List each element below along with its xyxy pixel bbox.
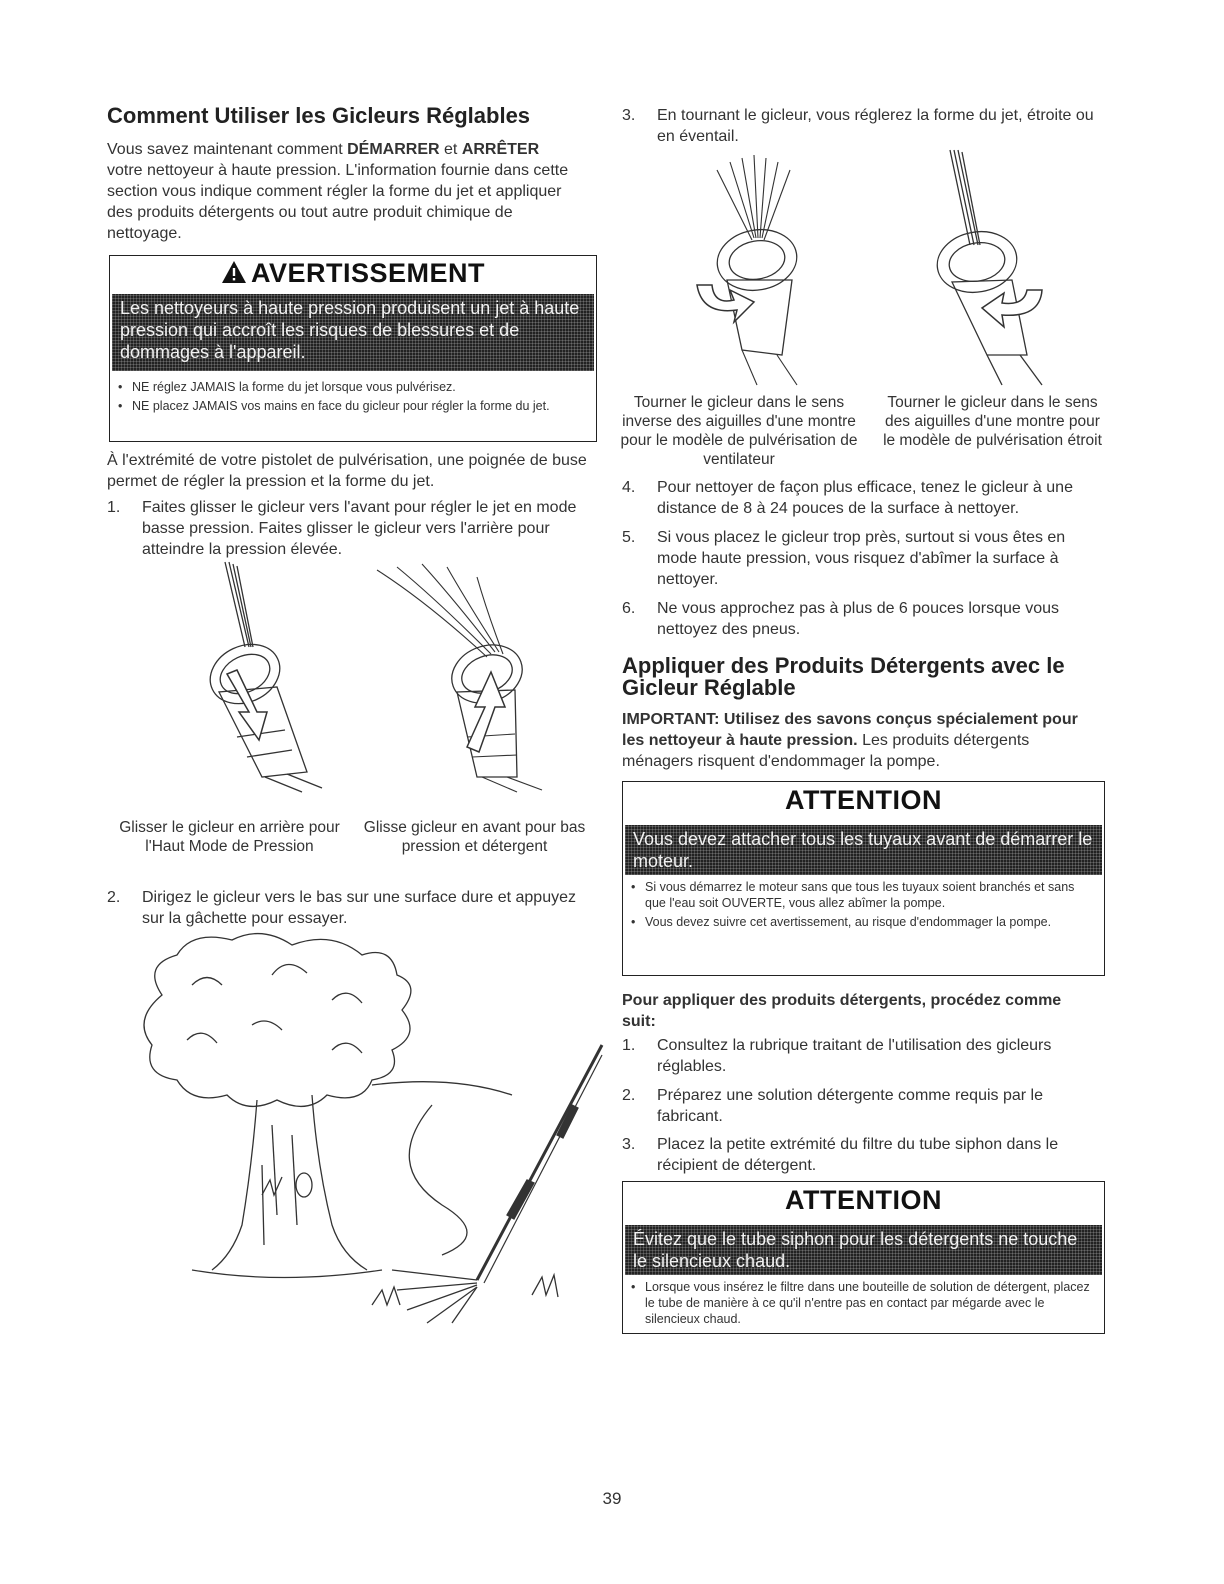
important-bold: IMPORTANT: Utilisez des savons conçus spécialement pour les nettoyeur à haute pression. — [622, 711, 1078, 749]
attention-band: Évitez que le tube siphon pour les détergents ne touche le silencieux chaud. — [625, 1225, 1102, 1275]
list-item-1 — [107, 497, 592, 567]
list-number: 5. — [622, 529, 636, 546]
warning-title-row — [110, 258, 596, 289]
procedure-step-2 — [622, 1085, 1102, 1130]
list-text: Placez la petite extrémité du filtre du tube siphon dans le récipient de détergent. — [657, 1136, 1059, 1174]
list-text: Ne vous approchez pas à plus de 6 pouces lorsque vous nettoyez des pneus. — [657, 600, 1060, 638]
list-number: 1. — [622, 1037, 636, 1054]
attention-title: ATTENTION — [785, 1185, 942, 1215]
important-paragraph — [622, 709, 1102, 772]
warning-title: AVERTISSEMENT — [250, 258, 486, 288]
page-number: 39 — [602, 1489, 622, 1508]
rotate-ccw-illustration — [642, 150, 832, 380]
rotate-cw-illustration — [892, 150, 1082, 380]
warning-box — [109, 255, 597, 442]
caption-rotate-cw: Tourner le gicleur dans le sens des aiguilles d'une montre pour le modèle de pulvérisation étroit — [883, 394, 1102, 449]
procedure-heading: Pour appliquer des produits détergents, procédez comme suit: — [622, 992, 1062, 1030]
list-text: Pour nettoyer de façon plus efficace, tenez le gicleur à une distance de 8 à 24 pouces de la surface à nettoyer. — [657, 479, 1073, 517]
warning-bullets — [118, 379, 588, 417]
list-text: Consultez la rubrique traitant de l'utilisation des gicleurs réglables. — [657, 1037, 1052, 1075]
list-number: 6. — [622, 600, 636, 617]
list-number: 2. — [622, 1087, 636, 1104]
caption-rotate-ccw: Tourner le gicleur dans le sens inverse des aiguilles d'une montre pour le modèle de pulvérisation de ventilateur — [620, 394, 858, 468]
intro-bold-start: DÉMARRER — [347, 141, 440, 158]
section-heading-detergents: Appliquer des Produits Détergents avec le Gicleur Réglable — [622, 653, 1065, 700]
section-heading-adjustable-nozzles: Comment Utiliser les Gicleurs Réglables — [107, 103, 531, 128]
list-text: Faites glisser le gicleur vers l'avant pour régler le jet en mode basse pression. Faites glisser le gicleur vers l'arrière pour atteindre la pression élevée. — [142, 499, 577, 558]
tree-spray-illustration — [132, 925, 602, 1325]
list-item-4 — [622, 477, 1102, 522]
caption-slide-forward: Glisse gicleur en avant pour bas pression et détergent — [363, 819, 586, 855]
list-number: 4. — [622, 479, 636, 496]
list-item-3 — [622, 105, 1102, 150]
list-item-5 — [622, 527, 1102, 593]
intro-text-3: votre nettoyeur à haute pression. L'information fournie dans cette section vous indique comment régler la forme du jet et appliquer des produits détergents ou tout autre produit chimique de nettoyage. — [107, 162, 569, 242]
list-number: 3. — [622, 107, 636, 124]
nozzle-handle-paragraph: À l'extrémité de votre pistolet de pulvérisation, une poignée de buse permet de régler la pression et la forme du jet. — [107, 452, 587, 490]
list-text: Dirigez le gicleur vers le bas sur une surface dure et appuyez sur la gâchette pour essayer. — [142, 889, 576, 927]
list-text: Si vous placez le gicleur trop près, surtout si vous êtes en mode haute pression, vous risquez d'abîmer la surface à nettoyer. — [657, 529, 1066, 588]
attention-box-2 — [622, 1181, 1105, 1334]
intro-text-2: et — [439, 141, 462, 158]
list-number: 2. — [107, 889, 121, 906]
slide-back-illustration — [167, 562, 337, 792]
procedure-step-1 — [622, 1035, 1102, 1080]
intro-text-1: Vous savez maintenant comment — [107, 141, 348, 158]
attention-bullets — [631, 1279, 1096, 1330]
list-text: Préparez une solution détergente comme requis par le fabricant. — [657, 1087, 1043, 1125]
intro-paragraph — [107, 139, 577, 244]
list-text: En tournant le gicleur, vous réglerez la forme du jet, étroite ou en éventail. — [657, 107, 1094, 145]
caption-slide-back: Glisser le gicleur en arrière pour l'Haut Mode de Pression — [119, 819, 340, 855]
attention-bullet: • Si vous démarrez le moteur sans que tous les tuyaux soient branchés et sans que l'eau soit OUVERTE, vous allez abîmer la pompe. — [631, 879, 1096, 911]
list-number: 1. — [107, 499, 121, 516]
warning-band: Les nettoyeurs à haute pression produisent un jet à haute pression qui accroît les risques de blessures et de dommages à l'appareil. — [112, 294, 594, 371]
slide-forward-illustration — [367, 562, 557, 792]
warning-triangle-icon — [221, 260, 247, 284]
important-text: Les produits détergents ménagers risquent d'endommager la pompe. — [622, 732, 1030, 770]
procedure-step-3 — [622, 1134, 1102, 1179]
attention-title: ATTENTION — [785, 785, 942, 815]
attention-box-1 — [622, 781, 1105, 976]
list-item-6 — [622, 598, 1102, 643]
warning-bullet: • NE placez JAMAIS vos mains en face du gicleur pour régler la forme du jet. — [118, 398, 588, 414]
attention-band: Vous devez attacher tous les tuyaux avant de démarrer le moteur. — [625, 825, 1102, 875]
attention-bullet: • Lorsque vous insérez le filtre dans une bouteille de solution de détergent, placez le tube de manière à ce qu'il n'entre pas en contact par mégarde avec le silencieux chaud. — [631, 1279, 1096, 1327]
warning-bullet: • NE réglez JAMAIS la forme du jet lorsque vous pulvérisez. — [118, 379, 588, 395]
attention-bullet: • Vous devez suivre cet avertissement, au risque d'endommager la pompe. — [631, 914, 1096, 930]
intro-bold-stop: ARRÊTER — [461, 141, 540, 158]
attention-bullets — [631, 879, 1096, 933]
list-number: 3. — [622, 1136, 636, 1153]
